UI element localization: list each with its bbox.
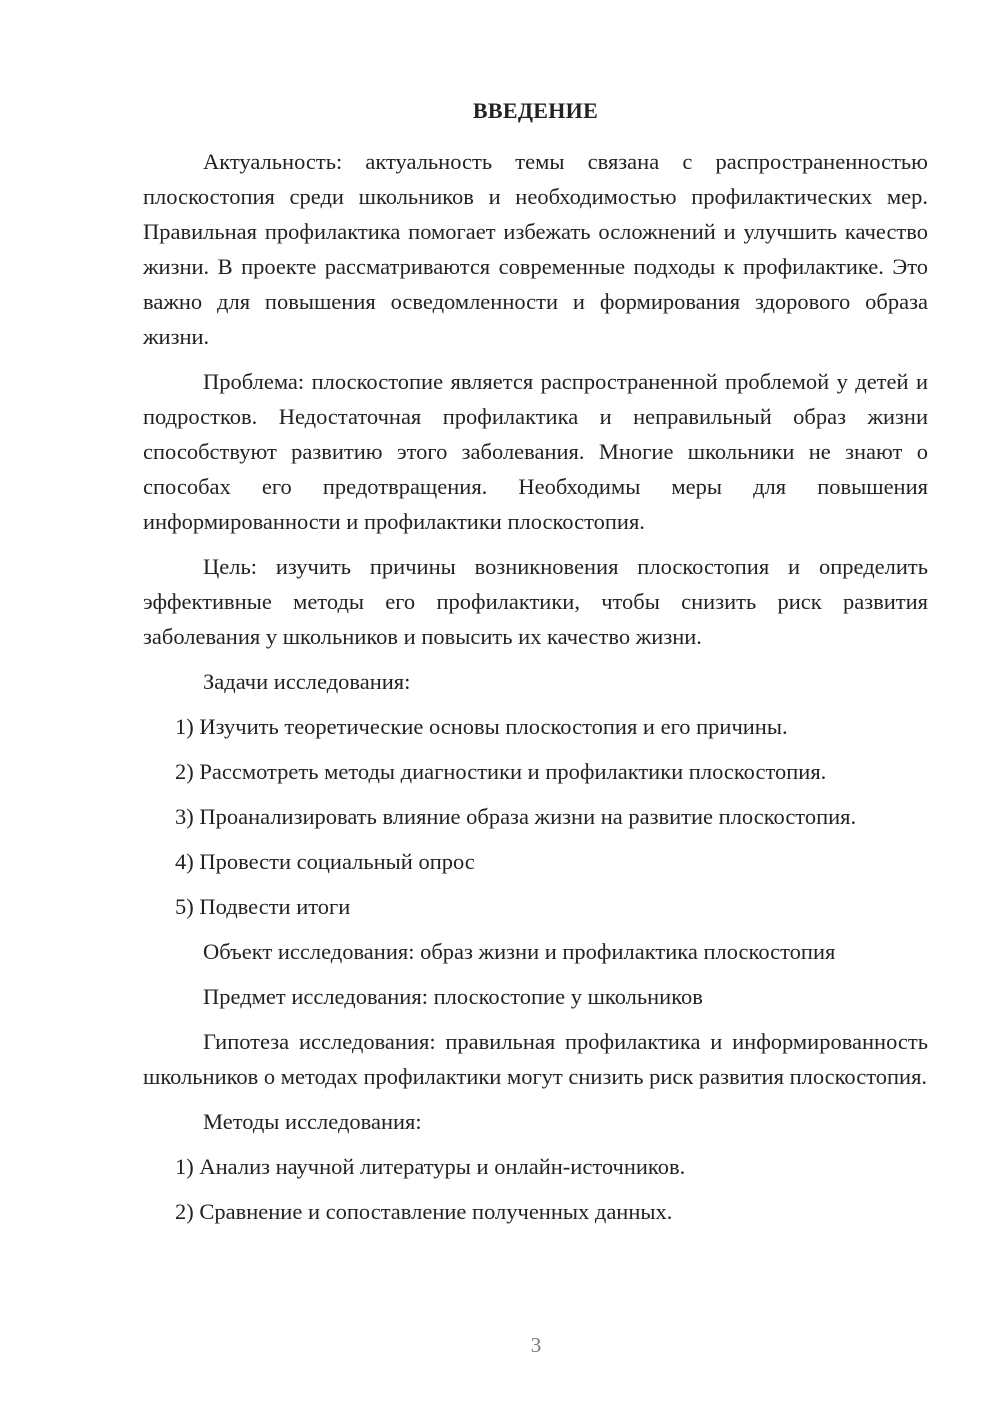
method-item: 2) Сравнение и сопоставление полученных данных. [175, 1199, 673, 1224]
page-number: 3 [530, 1333, 542, 1357]
methods-heading: Методы исследования: [203, 1109, 422, 1134]
research-object: Объект исследования: образ жизни и профилактика плоскостопия [203, 939, 836, 964]
problem-paragraph: Проблема: плоскостопие является распространенной проблемой у детей и подростков. Недостаточная профилактика и неправильный образ жизни способствуют развитию этого заболевания. Многие школьники не знают о способах его предотвращения. Необходимы меры для повышения информированности и профилактики плоскостопия. [143, 369, 928, 534]
document-page [143, 93, 928, 1239]
task-item: 4) Провести социальный опрос [175, 849, 475, 874]
page-title: ВВЕДЕНИЕ [472, 98, 599, 123]
task-item: 2) Рассмотреть методы диагностики и профилактики плоскостопия. [175, 759, 827, 784]
research-hypothesis: Гипотеза исследования: правильная профилактика и информированность школьников о методах профилактики могут снизить риск развития плоскостопия. [143, 1029, 928, 1089]
task-item: 3) Проанализировать влияние образа жизни на развитие плоскостопия. [175, 804, 857, 829]
task-item: 1) Изучить теоретические основы плоскостопия и его причины. [175, 714, 788, 739]
method-item: 1) Анализ научной литературы и онлайн-источников. [175, 1154, 686, 1179]
task-item: 5) Подвести итоги [175, 894, 351, 919]
relevance-paragraph: Актуальность: актуальность темы связана с распространенностью плоскостопия среди школьников и необходимостью профилактических мер. Правильная профилактика помогает избежать осложнений и улучшить качество жизни. В проекте рассматриваются современные подходы к профилактике. Это важно для повышения осведомленности и формирования здорового образа жизни. [143, 149, 928, 349]
goal-paragraph: Цель: изучить причины возникновения плоскостопия и определить эффективные методы его профилактики, чтобы снизить риск развития заболевания у школьников и повысить их качество жизни. [143, 554, 928, 649]
research-subject: Предмет исследования: плоскостопие у школьников [203, 984, 703, 1009]
tasks-heading: Задачи исследования: [203, 669, 411, 694]
